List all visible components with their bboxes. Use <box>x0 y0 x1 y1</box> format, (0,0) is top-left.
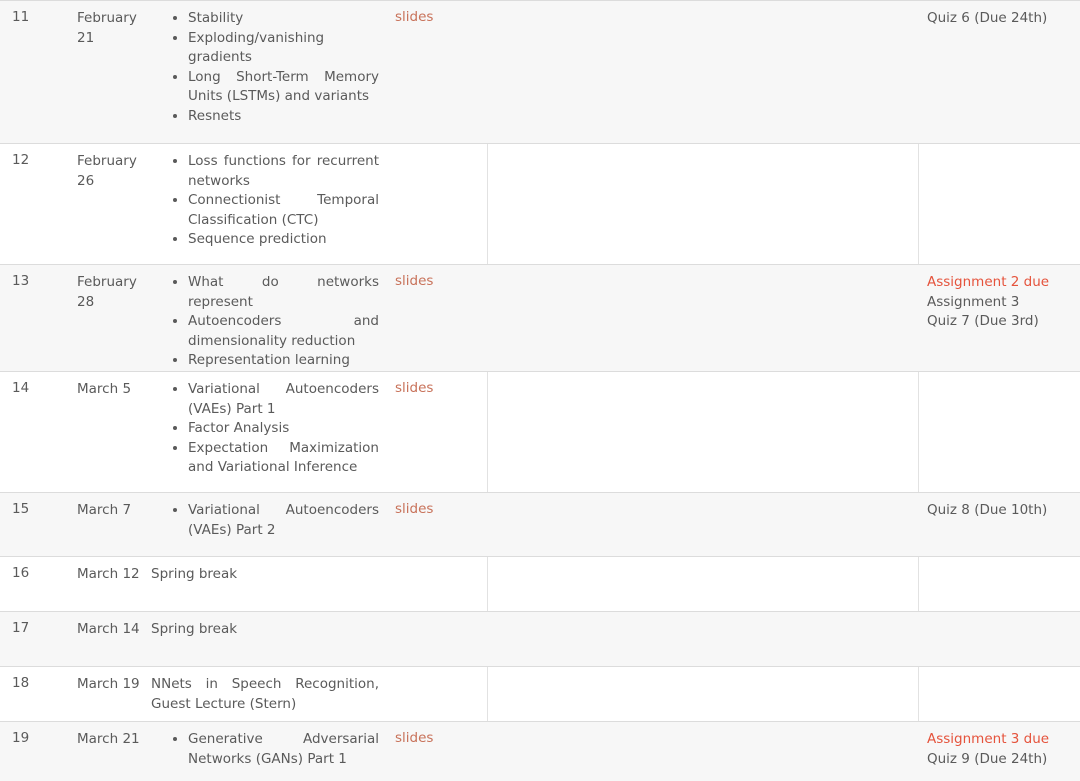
lecture-number: 12 <box>12 152 30 168</box>
topic-list <box>150 380 379 478</box>
topic-item: • Generative Adversarial Networks (GANs) Part 1 <box>188 730 379 769</box>
lecture-date: March 19 <box>70 667 150 721</box>
topics-cell <box>150 722 387 781</box>
table-row <box>0 666 1080 721</box>
slides-cell <box>387 722 487 781</box>
slides-cell <box>387 1 487 143</box>
assignment-due-link[interactable]: Assignment 3 due <box>927 731 1050 747</box>
topic-text: Spring break <box>151 621 238 637</box>
topic-item: • Autoencoders and dimensionality reduction <box>188 312 379 351</box>
topic-item: • What do networks represent <box>188 273 379 312</box>
notes-cell <box>919 144 1080 264</box>
note-text: Quiz 6 (Due 24th) <box>927 10 1048 26</box>
table-row <box>0 492 1080 556</box>
lecture-date: March 14 <box>77 621 140 637</box>
slides-link[interactable]: slides <box>395 273 434 289</box>
topics-cell <box>150 1 387 143</box>
topic-item: • Representation learning <box>188 351 379 371</box>
topic-item: • Sequence prediction <box>188 230 379 250</box>
lecture-number: 11 <box>12 9 30 25</box>
video-cell <box>487 265 919 371</box>
notes-cell <box>919 1 1080 143</box>
topic-list <box>150 730 379 769</box>
note-text: Quiz 9 (Due 24th) <box>927 750 1048 767</box>
table-row <box>0 264 1080 371</box>
slides-cell <box>387 265 487 371</box>
topic-text: NNets in Speech Recognition, Guest Lecture (Stern) <box>150 667 387 721</box>
lecture-date: March 12 <box>70 557 150 611</box>
lecture-number: 16 <box>12 565 30 581</box>
video-cell <box>487 667 919 721</box>
table-row <box>0 0 1080 143</box>
notes-cell <box>919 667 1080 721</box>
slides-cell <box>387 372 487 492</box>
video-cell <box>487 493 919 556</box>
topic-list <box>150 9 379 126</box>
slides-cell <box>387 557 487 611</box>
notes-cell <box>919 265 1080 371</box>
topic-item: • Factor Analysis <box>188 419 379 439</box>
notes-cell <box>919 557 1080 611</box>
topic-item: • Long Short-Term Memory Units (LSTMs) and variants <box>188 68 379 107</box>
lecture-date: February 28 <box>77 274 137 310</box>
lecture-number: 13 <box>12 273 30 289</box>
note-text: Quiz 7 (Due 3rd) <box>927 313 1039 329</box>
assignment-due-link[interactable]: Assignment 2 due <box>927 274 1050 290</box>
notes-cell <box>919 493 1080 556</box>
lecture-number: 19 <box>12 730 30 746</box>
topic-text: Spring break <box>150 557 387 611</box>
topic-item: • Expectation Maximization and Variational Inference <box>188 439 379 478</box>
lecture-number: 17 <box>12 620 30 636</box>
lecture-number: 14 <box>12 380 30 396</box>
lecture-date: February 21 <box>77 10 137 46</box>
slides-link[interactable]: slides <box>395 501 434 517</box>
video-cell <box>487 372 919 492</box>
table-row <box>0 143 1080 264</box>
slides-cell <box>387 144 487 264</box>
topic-list <box>150 273 379 371</box>
table-row <box>0 611 1080 666</box>
notes-cell <box>919 372 1080 492</box>
slides-link[interactable]: slides <box>395 9 434 25</box>
video-cell <box>487 144 919 264</box>
lecture-date: March 5 <box>70 372 150 492</box>
topic-item: • Variational Autoencoders (VAEs) Part 1 <box>188 380 379 419</box>
video-cell <box>487 557 919 611</box>
notes-cell <box>919 612 1080 666</box>
table-row <box>0 556 1080 611</box>
lecture-date: March 7 <box>77 502 132 518</box>
topic-list <box>150 152 379 250</box>
topics-cell <box>150 493 387 556</box>
table-row <box>0 721 1080 781</box>
topic-item: • Stability <box>188 9 379 29</box>
topic-item: • Connectionist Temporal Classification (CTC) <box>188 191 379 230</box>
slides-link[interactable]: slides <box>395 730 434 746</box>
video-cell <box>487 1 919 143</box>
topic-item: • Exploding/vanishing gradients <box>188 29 379 68</box>
note-text: Quiz 8 (Due 10th) <box>927 502 1048 518</box>
lecture-number: 15 <box>12 501 30 517</box>
topics-cell <box>150 144 387 264</box>
topic-item: • Variational Autoencoders (VAEs) Part 2 <box>188 501 379 540</box>
topic-item: • Loss functions for recurrent networks <box>188 152 379 191</box>
table-row <box>0 371 1080 492</box>
video-cell <box>487 612 919 666</box>
note-text: Assignment 3 <box>927 293 1020 310</box>
lecture-date: March 21 <box>77 731 140 747</box>
notes-cell <box>919 722 1080 781</box>
topics-cell <box>150 265 387 371</box>
slides-cell <box>387 493 487 556</box>
lecture-date: February 26 <box>70 144 150 264</box>
topic-list <box>150 501 379 540</box>
video-cell <box>487 722 919 781</box>
slides-link[interactable]: slides <box>395 380 434 396</box>
lecture-number: 18 <box>12 675 30 691</box>
topics-cell <box>150 372 387 492</box>
slides-cell <box>387 612 487 666</box>
slides-cell <box>387 667 487 721</box>
topic-item: • Resnets <box>188 107 379 127</box>
